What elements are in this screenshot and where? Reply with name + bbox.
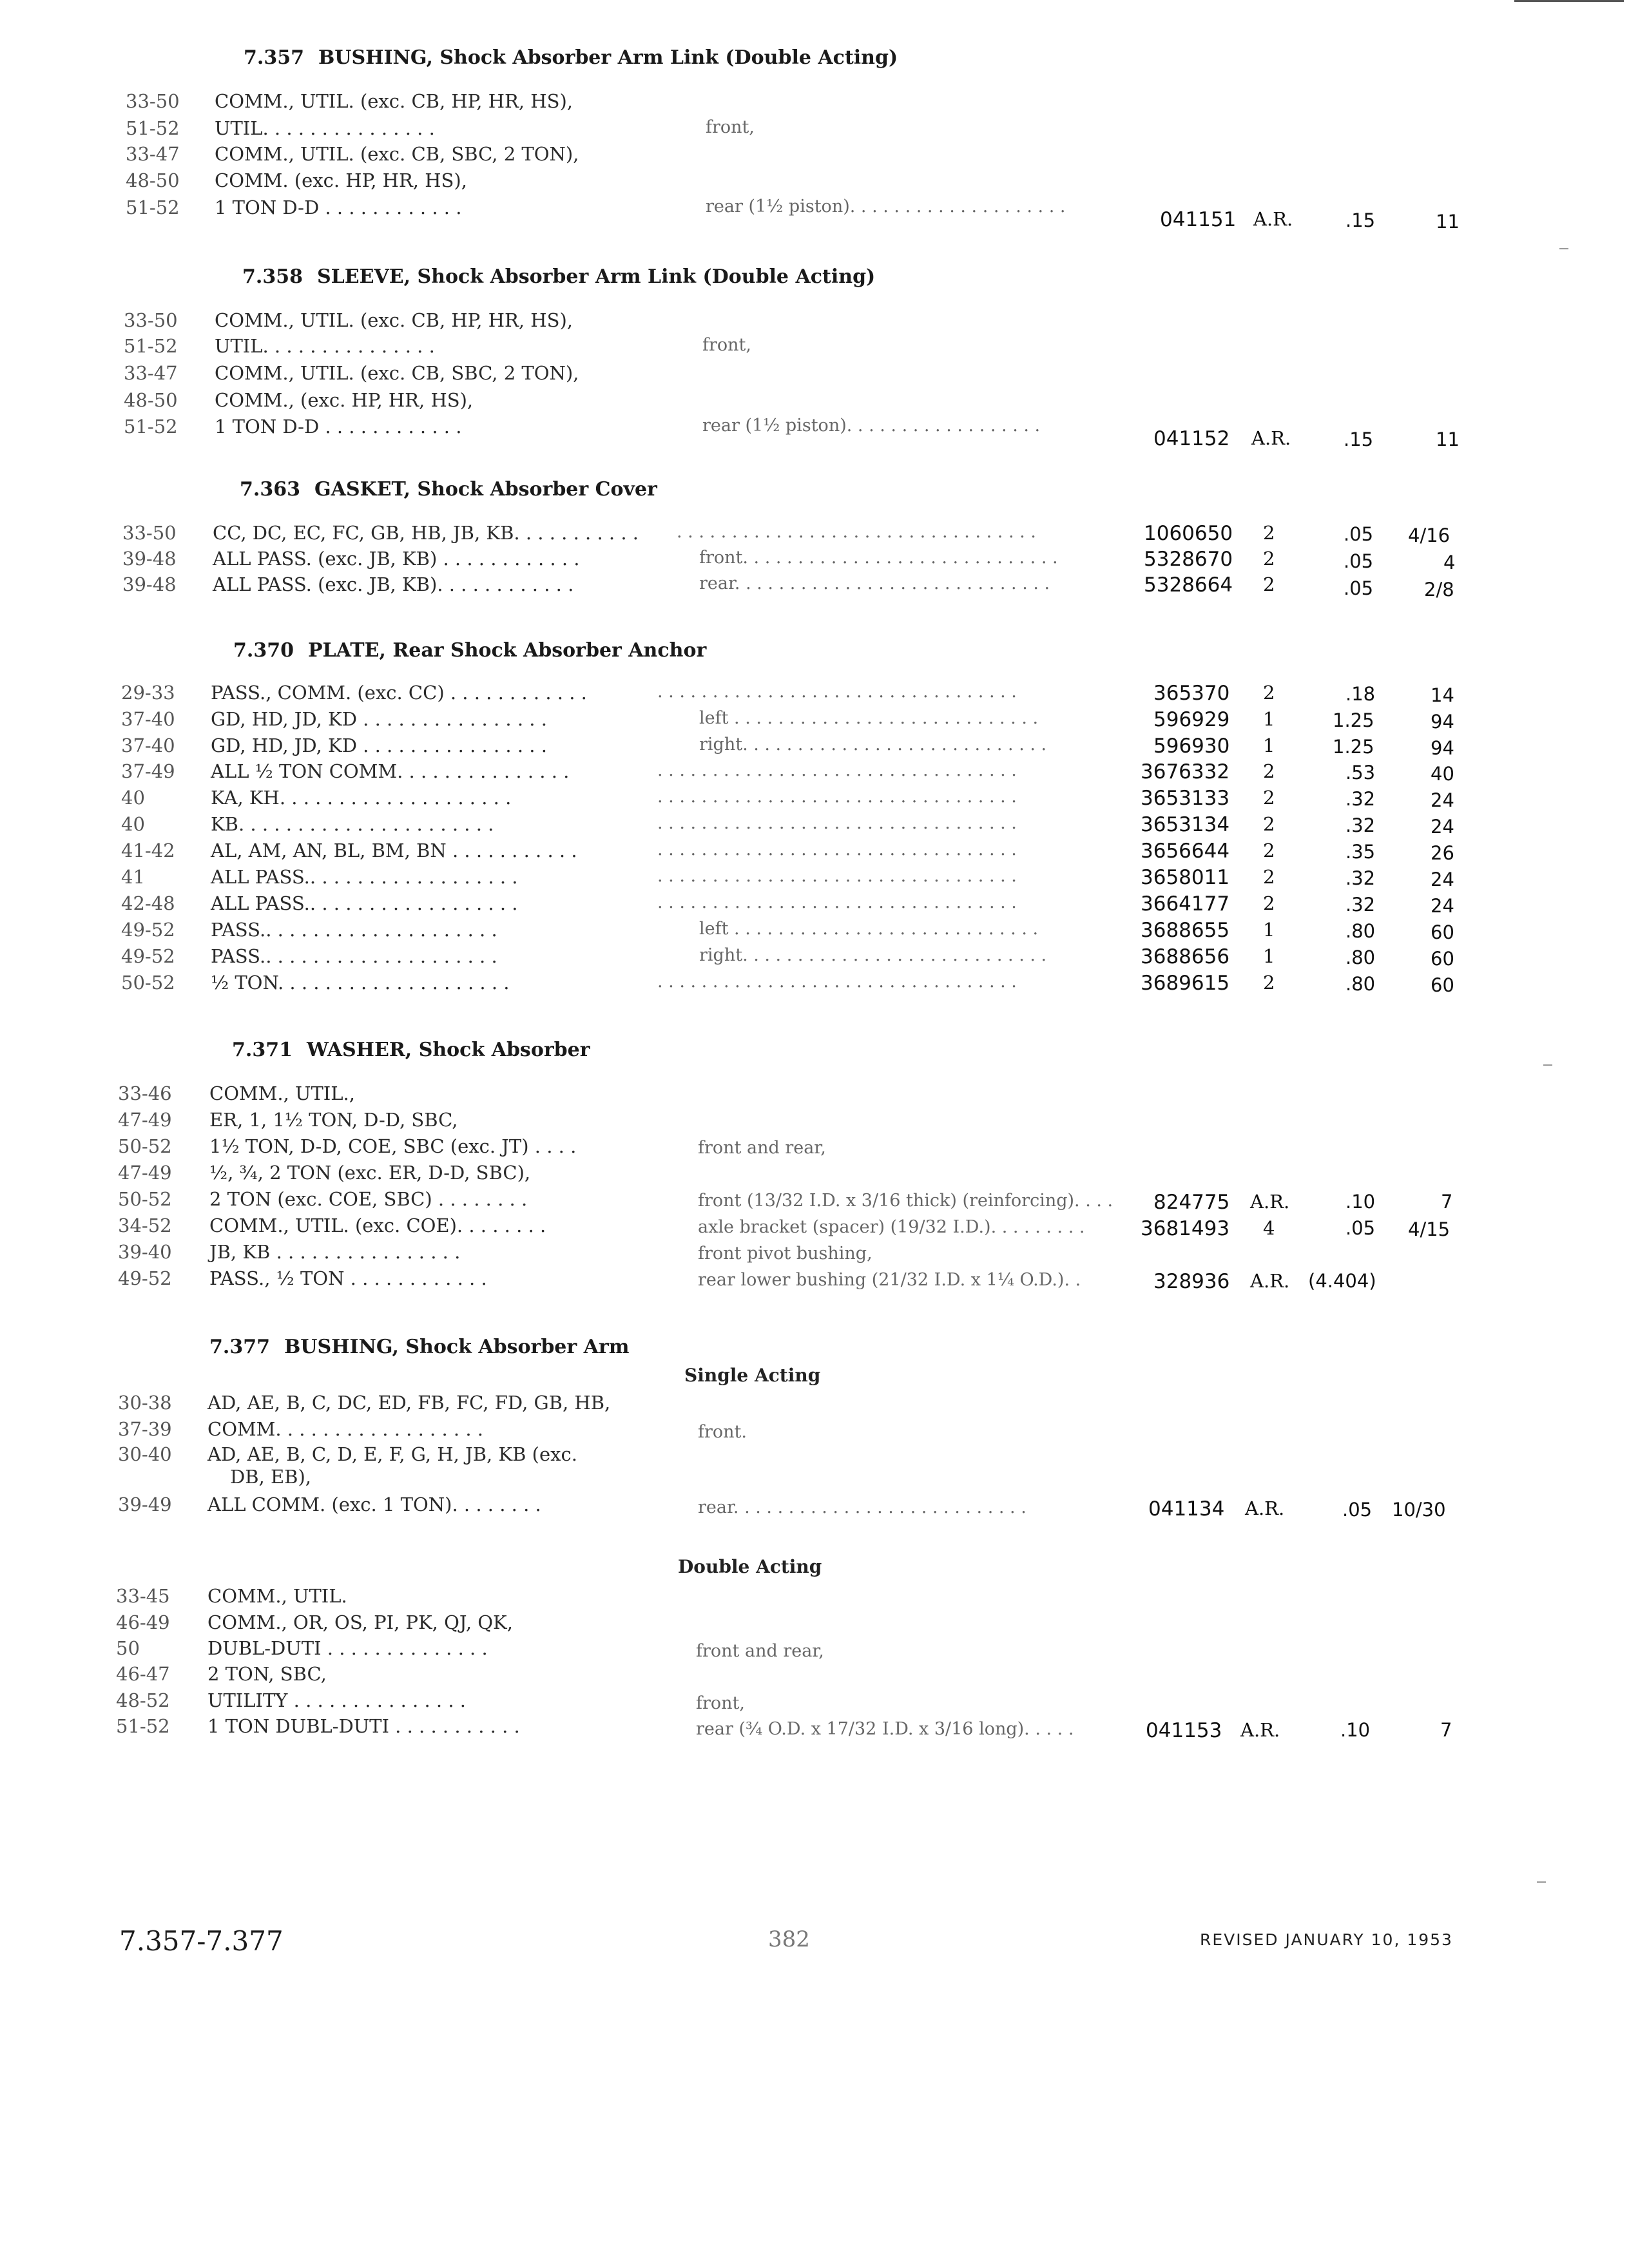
row-quantity: 1 <box>1263 919 1275 941</box>
row-desc: . . . . . . . . . . . . . . . . . . . . . . . . . . . . . . . . . <box>677 522 1036 542</box>
table-row <box>0 735 1629 760</box>
row-years: 46-47 <box>116 1663 170 1685</box>
section-heading <box>233 639 706 662</box>
row-models: KB. . . . . . . . . . . . . . . . . . . . . . <box>211 813 494 835</box>
table-row <box>0 1188 1629 1214</box>
row-price: 1.25 <box>1333 709 1374 731</box>
table-row <box>0 866 1629 892</box>
row-desc: front and rear, <box>696 1641 824 1661</box>
row-models: ALL PASS.. . . . . . . . . . . . . . . . . . <box>211 866 518 888</box>
row-quantity: 2 <box>1263 840 1275 861</box>
row-desc: . . . . . . . . . . . . . . . . . . . . . . . . . . . . . . . . . <box>657 972 1017 992</box>
row-desc: rear (1½ piston). . . . . . . . . . . . . . . . . . . . <box>706 197 1066 216</box>
row-models: 1 TON D-D . . . . . . . . . . . . <box>215 416 462 437</box>
row-models: COMM., UTIL. (exc. CB, SBC, 2 TON), <box>215 362 579 384</box>
table-row <box>0 1443 1629 1469</box>
row-years: 33-47 <box>124 362 178 384</box>
row-years: 33-50 <box>122 522 177 544</box>
row-models: ALL PASS. (exc. JB, KB) . . . . . . . . . . . . <box>213 548 580 570</box>
row-part-number: 041152 <box>1153 427 1230 450</box>
row-desc: rear. . . . . . . . . . . . . . . . . . . . . . . . . . . . . <box>699 573 1050 593</box>
section-number: 7.363 <box>240 478 300 501</box>
row-models: KA, KH. . . . . . . . . . . . . . . . . . . . <box>211 787 512 809</box>
row-years: 41 <box>121 866 145 888</box>
section-title: PLATE, Rear Shock Absorber Anchor <box>307 639 707 662</box>
row-models: CC, DC, EC, FC, GB, HB, JB, KB. . . . . . . . . . . <box>213 522 639 544</box>
row-price: .80 <box>1345 947 1376 968</box>
row-years: 48-50 <box>126 169 180 191</box>
row-price: .05 <box>1344 550 1374 572</box>
footer-section-range: 7.357-7.377 <box>119 1925 284 1957</box>
row-years: 39-48 <box>122 573 177 595</box>
row-price: .10 <box>1345 1191 1376 1213</box>
row-models: PASS.. . . . . . . . . . . . . . . . . . . . <box>211 919 497 941</box>
row-part-number: 3681493 <box>1141 1217 1230 1240</box>
row-quantity: 2 <box>1263 866 1275 888</box>
row-desc: axle bracket (spacer) (19/32 I.D.). . . . . . . . . <box>698 1217 1085 1237</box>
row-models: UTILITY . . . . . . . . . . . . . . . <box>207 1689 466 1711</box>
row-models: UTIL. . . . . . . . . . . . . . . <box>215 117 435 139</box>
table-row <box>0 1715 1629 1741</box>
row-models: ALL PASS. (exc. JB, KB). . . . . . . . . . . . <box>213 573 574 595</box>
row-part-number: 3688655 <box>1141 919 1230 942</box>
table-row <box>0 1162 1629 1187</box>
row-years: 51-52 <box>126 197 180 218</box>
row-weight: 4 <box>1443 552 1456 573</box>
row-price: .53 <box>1345 762 1376 783</box>
row-desc: left . . . . . . . . . . . . . . . . . . . . . . . . . . . . <box>699 919 1039 939</box>
row-models: COMM., UTIL. (exc. CB, HP, HR, HS), <box>215 90 573 112</box>
row-years: 47-49 <box>118 1109 172 1131</box>
row-weight: 4/15 <box>1408 1218 1451 1240</box>
row-models: ER, 1, 1½ TON, D-D, SBC, <box>209 1109 458 1131</box>
table-row <box>0 787 1629 812</box>
section-heading <box>244 46 898 69</box>
row-models: COMM., UTIL. (exc. CB, HP, HR, HS), <box>215 309 573 331</box>
row-years: 49-52 <box>121 945 175 967</box>
row-models: AL, AM, AN, BL, BM, BN . . . . . . . . . . . <box>211 840 577 861</box>
page-number: 382 <box>768 1927 810 1952</box>
row-years: 50-52 <box>118 1188 172 1210</box>
row-price: .05 <box>1345 1217 1376 1239</box>
section-title: BUSHING, Shock Absorber Arm Link (Double Acting) <box>318 46 898 69</box>
row-models: DB, EB), <box>230 1466 312 1488</box>
row-price: .10 <box>1340 1719 1371 1741</box>
row-models: COMM. . . . . . . . . . . . . . . . . . <box>207 1418 483 1440</box>
table-row <box>0 1689 1629 1715</box>
row-years: 33-50 <box>126 90 180 112</box>
row-years: 33-47 <box>126 143 180 165</box>
row-models: 1 TON D-D . . . . . . . . . . . . <box>215 197 462 218</box>
row-weight: 24 <box>1431 789 1454 811</box>
row-years: 33-46 <box>118 1082 172 1104</box>
row-part-number: 3653134 <box>1141 813 1230 836</box>
row-models: COMM., OR, OS, PI, PK, QJ, QK, <box>207 1611 513 1633</box>
row-years: 40 <box>121 787 145 809</box>
row-years: 48-52 <box>116 1689 170 1711</box>
row-desc: . . . . . . . . . . . . . . . . . . . . . . . . . . . . . . . . . <box>657 760 1017 780</box>
row-quantity: A.R. <box>1250 1191 1290 1213</box>
row-quantity: 2 <box>1263 522 1275 544</box>
section-number: 7.358 <box>242 265 303 288</box>
row-weight: 2/8 <box>1424 579 1454 601</box>
row-models: 2 TON, SBC, <box>207 1663 327 1685</box>
row-quantity: 1 <box>1263 708 1275 730</box>
table-row <box>0 1215 1629 1240</box>
row-years: 41-42 <box>121 840 175 861</box>
row-price: .32 <box>1345 894 1376 916</box>
row-desc: front and rear, <box>698 1138 826 1158</box>
row-weight: 11 <box>1436 428 1460 450</box>
row-years: 39-49 <box>118 1494 172 1515</box>
row-price: .05 <box>1342 1499 1373 1521</box>
row-models: GD, HD, JD, KD . . . . . . . . . . . . . . . . <box>211 708 547 730</box>
row-desc: front (13/32 I.D. x 3/16 thick) (reinforcing). . . . <box>698 1191 1113 1211</box>
row-desc: front, <box>702 335 751 355</box>
row-models: AD, AE, B, C, D, E, F, G, H, JB, KB (exc. <box>207 1443 577 1465</box>
row-weight: 7 <box>1440 1719 1452 1741</box>
row-weight: 24 <box>1431 895 1454 917</box>
row-desc: rear (¾ O.D. x 17/32 I.D. x 3/16 long). . . . . <box>696 1719 1074 1739</box>
table-row <box>0 1494 1629 1519</box>
row-years: 50-52 <box>121 972 175 994</box>
row-years: 29-33 <box>121 682 175 704</box>
row-models: PASS.. . . . . . . . . . . . . . . . . . . . <box>211 945 497 967</box>
table-row <box>0 892 1629 918</box>
row-weight: 11 <box>1436 211 1460 233</box>
row-price: .05 <box>1344 577 1374 599</box>
row-models: COMM., UTIL., <box>209 1082 355 1104</box>
section-number: 7.377 <box>209 1336 270 1358</box>
scan-mark <box>1559 248 1568 249</box>
row-quantity: 2 <box>1263 892 1275 914</box>
section-heading <box>242 265 875 288</box>
row-years: 47-49 <box>118 1162 172 1184</box>
row-models: PASS., ½ TON . . . . . . . . . . . . <box>209 1267 487 1289</box>
row-desc: front pivot bushing, <box>698 1244 872 1264</box>
table-row <box>0 309 1629 335</box>
row-years: 48-50 <box>124 389 178 411</box>
table-row <box>0 1392 1629 1418</box>
row-desc: front. <box>698 1422 747 1442</box>
row-price: .15 <box>1344 428 1374 450</box>
table-row <box>0 945 1629 971</box>
row-quantity: 4 <box>1263 1217 1275 1239</box>
row-quantity: 1 <box>1263 735 1275 756</box>
row-years: 37-40 <box>121 708 175 730</box>
row-desc: . . . . . . . . . . . . . . . . . . . . . . . . . . . . . . . . . <box>657 787 1017 807</box>
row-price: (4.404) <box>1308 1270 1376 1292</box>
row-quantity: A.R. <box>1245 1497 1285 1519</box>
row-years: 33-45 <box>116 1585 170 1607</box>
row-years: 30-40 <box>118 1443 172 1465</box>
row-part-number: 3653133 <box>1141 787 1230 810</box>
section-number: 7.357 <box>244 46 304 69</box>
row-models: ALL PASS.. . . . . . . . . . . . . . . . . . <box>211 892 518 914</box>
row-desc: . . . . . . . . . . . . . . . . . . . . . . . . . . . . . . . . . <box>657 892 1017 912</box>
row-quantity: 2 <box>1263 573 1275 595</box>
table-row <box>0 389 1629 415</box>
row-part-number: 041151 <box>1160 208 1237 231</box>
section-heading <box>209 1336 629 1358</box>
table-row <box>0 1637 1629 1663</box>
row-quantity: 2 <box>1263 682 1275 704</box>
row-weight: 94 <box>1431 737 1454 759</box>
row-weight: 4/16 <box>1408 524 1451 546</box>
table-row <box>0 1418 1629 1444</box>
row-years: 50-52 <box>118 1135 172 1157</box>
table-row <box>0 573 1629 599</box>
row-part-number: 596929 <box>1153 708 1230 731</box>
scan-mark <box>1537 1881 1546 1883</box>
table-row <box>0 548 1629 573</box>
table-row <box>0 1585 1629 1611</box>
row-part-number: 041134 <box>1148 1497 1225 1521</box>
row-part-number: 3658011 <box>1141 866 1230 889</box>
table-row <box>0 1082 1629 1108</box>
row-part-number: 3664177 <box>1141 892 1230 916</box>
row-part-number: 041153 <box>1146 1719 1222 1742</box>
row-weight: 26 <box>1431 842 1454 864</box>
row-desc: right. . . . . . . . . . . . . . . . . . . . . . . . . . . . <box>699 735 1047 754</box>
row-weight: 40 <box>1431 763 1454 785</box>
table-row <box>0 197 1629 233</box>
table-row <box>0 1611 1629 1637</box>
table-row <box>0 416 1629 450</box>
revision-date: REVISED JANUARY 10, 1953 <box>1200 1930 1453 1949</box>
row-years: 51-52 <box>124 335 178 357</box>
row-models: PASS., COMM. (exc. CC) . . . . . . . . . . . . <box>211 682 587 704</box>
row-quantity: 2 <box>1263 972 1275 994</box>
row-price: .35 <box>1345 841 1376 863</box>
row-years: 42-48 <box>121 892 175 914</box>
row-years: 46-49 <box>116 1611 170 1633</box>
row-years: 51-52 <box>124 416 178 437</box>
row-models: 1½ TON, D-D, COE, SBC (exc. JT) . . . . <box>209 1135 577 1157</box>
table-row <box>0 1135 1629 1161</box>
table-row <box>0 919 1629 945</box>
row-price: .32 <box>1345 788 1376 810</box>
subheading-single-acting: Single Acting <box>684 1365 821 1386</box>
row-weight: 60 <box>1431 974 1454 996</box>
table-row <box>0 335 1629 361</box>
row-models: ALL COMM. (exc. 1 TON). . . . . . . . <box>207 1494 541 1515</box>
row-years: 33-50 <box>124 309 178 331</box>
row-models: GD, HD, JD, KD . . . . . . . . . . . . . . . . <box>211 735 547 756</box>
row-desc: . . . . . . . . . . . . . . . . . . . . . . . . . . . . . . . . . <box>657 866 1017 886</box>
row-quantity: 2 <box>1263 760 1275 782</box>
row-years: 39-48 <box>122 548 177 570</box>
table-row <box>0 760 1629 786</box>
row-quantity: A.R. <box>1253 208 1293 230</box>
row-models: JB, KB . . . . . . . . . . . . . . . . <box>209 1241 461 1263</box>
row-quantity: 2 <box>1263 787 1275 809</box>
table-row <box>0 522 1629 548</box>
row-models: COMM., UTIL. <box>207 1585 347 1607</box>
table-row <box>0 813 1629 839</box>
row-price: 1.25 <box>1333 736 1374 758</box>
row-models: ½, ¾, 2 TON (exc. ER, D-D, SBC), <box>209 1162 531 1184</box>
row-models: COMM. (exc. HP, HR, HS), <box>215 169 467 191</box>
scan-mark <box>1543 1064 1552 1066</box>
row-quantity: 2 <box>1263 813 1275 835</box>
table-row <box>0 143 1629 169</box>
row-models: 2 TON (exc. COE, SBC) . . . . . . . . <box>209 1188 528 1210</box>
row-price: .15 <box>1345 209 1376 231</box>
table-row <box>0 1466 1629 1492</box>
row-part-number: 5328664 <box>1144 573 1233 597</box>
row-desc: rear. . . . . . . . . . . . . . . . . . . . . . . . . . . <box>698 1497 1027 1517</box>
row-price: .32 <box>1345 867 1376 889</box>
top-rule <box>1514 0 1624 2</box>
row-part-number: 5328670 <box>1144 548 1233 571</box>
row-years: 37-49 <box>121 760 175 782</box>
table-row <box>0 117 1629 143</box>
row-quantity: A.R. <box>1251 427 1291 449</box>
row-part-number: 3656644 <box>1141 840 1230 863</box>
table-row <box>0 1241 1629 1267</box>
row-desc: rear lower bushing (21/32 I.D. x 1¼ O.D.). . <box>698 1270 1081 1290</box>
table-row <box>0 972 1629 997</box>
row-years: 50 <box>116 1637 140 1659</box>
row-models: COMM., UTIL. (exc. COE). . . . . . . . <box>209 1215 546 1236</box>
table-row <box>0 90 1629 116</box>
section-number: 7.371 <box>232 1039 293 1061</box>
row-price: .18 <box>1345 683 1376 705</box>
row-years: 39-40 <box>118 1241 172 1263</box>
row-desc: front. . . . . . . . . . . . . . . . . . . . . . . . . . . . . <box>699 548 1058 568</box>
row-weight: 94 <box>1431 711 1454 733</box>
row-desc: front, <box>696 1693 745 1713</box>
section-title: BUSHING, Shock Absorber Arm <box>284 1336 630 1358</box>
row-price: .05 <box>1344 523 1374 545</box>
row-desc: . . . . . . . . . . . . . . . . . . . . . . . . . . . . . . . . . <box>657 682 1017 702</box>
row-part-number: 1060650 <box>1144 522 1233 545</box>
section-title: GASKET, Shock Absorber Cover <box>314 478 657 501</box>
row-quantity: A.R. <box>1250 1270 1290 1292</box>
row-desc: front, <box>706 117 755 137</box>
table-row <box>0 708 1629 734</box>
row-models: AD, AE, B, C, DC, ED, FB, FC, FD, GB, HB, <box>207 1392 611 1414</box>
row-part-number: 3688656 <box>1141 945 1230 968</box>
row-models: 1 TON DUBL-DUTI . . . . . . . . . . . <box>207 1715 520 1737</box>
subheading-double-acting: Double Acting <box>678 1556 822 1577</box>
row-quantity: A.R. <box>1240 1719 1280 1741</box>
row-years: 40 <box>121 813 145 835</box>
table-row <box>0 362 1629 388</box>
row-weight: 24 <box>1431 816 1454 838</box>
row-desc: right. . . . . . . . . . . . . . . . . . . . . . . . . . . . <box>699 945 1047 965</box>
row-years: 49-52 <box>121 919 175 941</box>
row-part-number: 824775 <box>1153 1191 1230 1214</box>
row-price: .32 <box>1345 814 1376 836</box>
table-row <box>0 1663 1629 1689</box>
row-models: ½ TON. . . . . . . . . . . . . . . . . . . . <box>211 972 510 994</box>
row-models: UTIL. . . . . . . . . . . . . . . <box>215 335 435 357</box>
row-years: 37-39 <box>118 1418 172 1440</box>
row-models: ALL ½ TON COMM. . . . . . . . . . . . . . . <box>211 760 570 782</box>
row-years: 30-38 <box>118 1392 172 1414</box>
section-title: WASHER, Shock Absorber <box>306 1039 590 1061</box>
row-years: 49-52 <box>118 1267 172 1289</box>
table-row <box>0 682 1629 707</box>
section-heading <box>232 1039 590 1061</box>
row-weight: 24 <box>1431 869 1454 890</box>
table-row <box>0 1267 1629 1293</box>
row-desc: . . . . . . . . . . . . . . . . . . . . . . . . . . . . . . . . . <box>657 840 1017 860</box>
row-price: .80 <box>1345 920 1376 942</box>
row-quantity: 2 <box>1263 548 1275 570</box>
row-desc: left . . . . . . . . . . . . . . . . . . . . . . . . . . . . <box>699 708 1039 728</box>
row-weight: 7 <box>1441 1191 1453 1213</box>
section-title: SLEEVE, Shock Absorber Arm Link (Double Acting) <box>316 265 876 288</box>
row-part-number: 328936 <box>1153 1270 1230 1293</box>
row-part-number: 365370 <box>1153 682 1230 705</box>
row-part-number: 3689615 <box>1141 972 1230 995</box>
row-desc: rear (1½ piston). . . . . . . . . . . . . . . . . . <box>702 416 1041 436</box>
section-number: 7.370 <box>233 639 294 662</box>
row-models: COMM., UTIL. (exc. CB, SBC, 2 TON), <box>215 143 579 165</box>
section-heading <box>240 478 657 501</box>
row-part-number: 3676332 <box>1141 760 1230 783</box>
table-row <box>0 1109 1629 1135</box>
row-models: DUBL-DUTI . . . . . . . . . . . . . . <box>207 1637 488 1659</box>
row-years: 51-52 <box>126 117 180 139</box>
table-row <box>0 840 1629 865</box>
row-weight: 60 <box>1431 948 1454 970</box>
row-years: 37-40 <box>121 735 175 756</box>
table-row <box>0 169 1629 195</box>
row-part-number: 596930 <box>1153 735 1230 758</box>
row-desc: . . . . . . . . . . . . . . . . . . . . . . . . . . . . . . . . . <box>657 813 1017 833</box>
row-years: 51-52 <box>116 1715 170 1737</box>
row-weight: 10/30 <box>1392 1499 1446 1521</box>
row-price: .80 <box>1345 973 1376 995</box>
row-models: COMM., (exc. HP, HR, HS), <box>215 389 474 411</box>
row-weight: 14 <box>1431 684 1454 706</box>
row-years: 34-52 <box>118 1215 172 1236</box>
row-weight: 60 <box>1431 921 1454 943</box>
row-quantity: 1 <box>1263 945 1275 967</box>
